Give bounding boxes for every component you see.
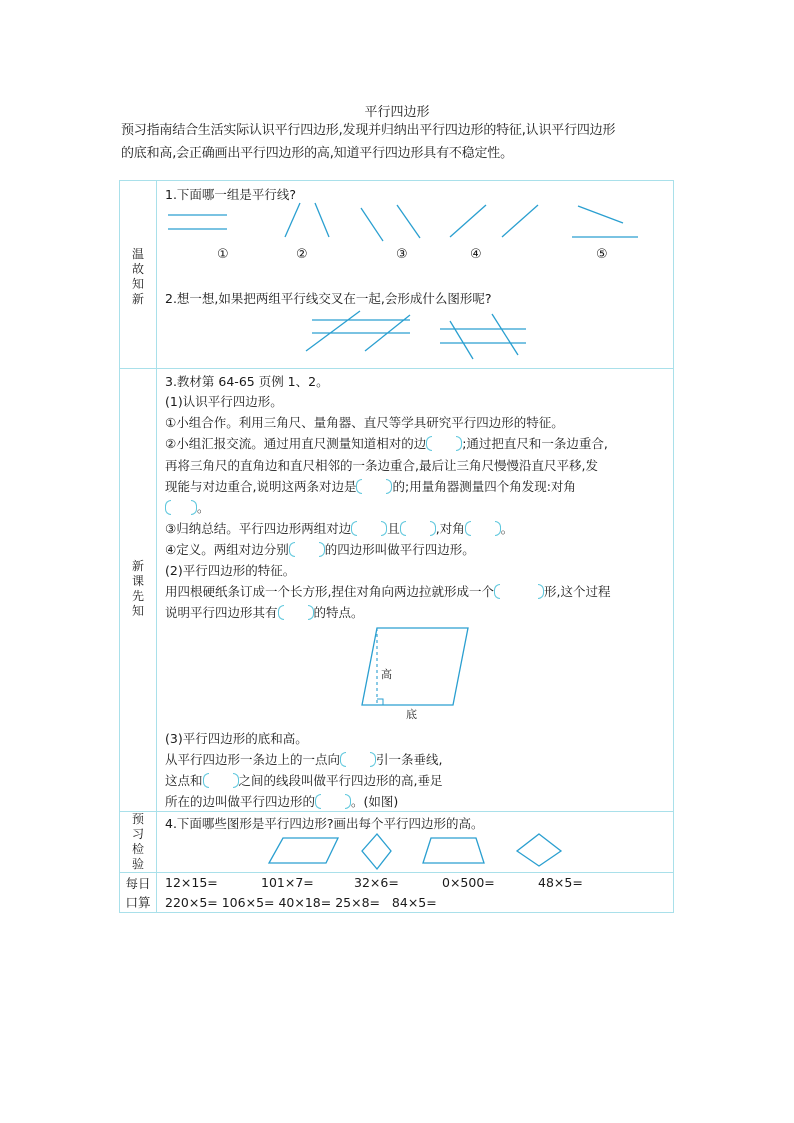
option-2-label: ② bbox=[296, 247, 308, 262]
feature-line-1: 用四根硬纸条订成一个长方形,捏住对角向两边拉就形成一个 形,这个过程 bbox=[165, 584, 611, 599]
arith-row-1-item-2: 101×7= bbox=[261, 875, 314, 890]
step-1: ①小组合作。利用三角尺、量角器、直尺等学具研究平行四边形的特征。 bbox=[165, 415, 564, 430]
option-4-label: ④ bbox=[470, 247, 482, 262]
arith-row-1-item-1: 12×15= bbox=[165, 875, 218, 890]
page-title: 平行四边形 bbox=[364, 105, 430, 120]
textbook-ref: 3.教材第 64-65 页例 1、2。 bbox=[165, 374, 329, 389]
height-label: 高 bbox=[381, 668, 392, 681]
question-4: 4.下面哪些图形是平行四边形?画出每个平行四边形的高。 bbox=[165, 816, 484, 831]
question-2: 2.想一想,如果把两组平行线交叉在一起,会形成什么图形呢? bbox=[165, 291, 492, 306]
subheading-1: (1)认识平行四边形。 bbox=[165, 394, 283, 409]
section-label-daily bbox=[120, 874, 156, 912]
daily-label-line2: 口算 bbox=[125, 895, 151, 910]
subheading-3: (3)平行四边形的底和高。 bbox=[165, 731, 308, 746]
section-label-new: 新 课 先 知 bbox=[131, 559, 144, 618]
shape-rhombus bbox=[362, 834, 391, 869]
height-def-line-1: 从平行四边形一条边上的一点向 引一条垂线, bbox=[165, 752, 443, 767]
step-2-line-4: 。 bbox=[165, 498, 210, 516]
intro-line-1: 预习指南结合生活实际认识平行四边形,发现并归纳出平行四边形的特征,认识平行四边形 bbox=[121, 123, 616, 138]
option-1-label: ① bbox=[217, 247, 229, 262]
shape-parallelogram bbox=[269, 838, 338, 863]
step-2-line-1: ②小组汇报交流。通过用直尺测量知道相对的边 ;通过把直尺和一条边重合, bbox=[165, 436, 608, 451]
question-1: 1.下面哪一组是平行线? bbox=[165, 187, 297, 202]
worksheet-table bbox=[119, 180, 674, 913]
intro-text bbox=[121, 119, 681, 165]
arith-row-1-item-4: 0×500= bbox=[442, 875, 495, 890]
option-5-label: ⑤ bbox=[596, 247, 608, 262]
arith-row-2: 220×5= 106×5= 40×18= 25×8= 84×5= bbox=[165, 895, 437, 910]
step-2-line-2: 再将三角尺的直角边和直尺相邻的一条边重合,最后让三角尺慢慢沿直尺平移,发 bbox=[165, 458, 598, 473]
row-divider bbox=[120, 872, 673, 873]
step-2-line-3: 现能与对边重合,说明这两条对边是 的;用量角器测量四个角发现:对角 bbox=[165, 479, 576, 494]
section-label-review: 温 故 知 新 bbox=[131, 247, 144, 306]
step-4-definition: ④定义。两组对边分别 的四边形叫做平行四边形。 bbox=[165, 542, 475, 557]
base-label: 底 bbox=[406, 708, 417, 721]
subheading-2: (2)平行四边形的特征。 bbox=[165, 563, 296, 578]
option-3-label: ③ bbox=[396, 247, 408, 262]
arith-row-1-item-3: 32×6= bbox=[354, 875, 399, 890]
step-3: ③归纳总结。平行四边形两组对边 且 ,对角 。 bbox=[165, 521, 514, 536]
quadrilateral-shapes-figure bbox=[120, 181, 675, 872]
feature-line-2: 说明平行四边形其有 的特点。 bbox=[165, 605, 364, 620]
section-label-check: 预 习 检 验 bbox=[131, 812, 144, 871]
shape-diamond bbox=[517, 834, 561, 866]
daily-label-line1: 每日 bbox=[125, 876, 151, 891]
shape-trapezoid bbox=[423, 838, 484, 863]
height-def-line-2: 这点和 之间的线段叫做平行四边形的高,垂足 bbox=[165, 773, 443, 788]
height-def-line-3: 所在的边叫做平行四边形的 。(如图) bbox=[165, 794, 399, 809]
arith-row-1-item-5: 48×5= bbox=[538, 875, 583, 890]
intro-line-2: 的底和高,会正确画出平行四边形的高,知道平行四边形具有不稳定性。 bbox=[121, 146, 513, 161]
